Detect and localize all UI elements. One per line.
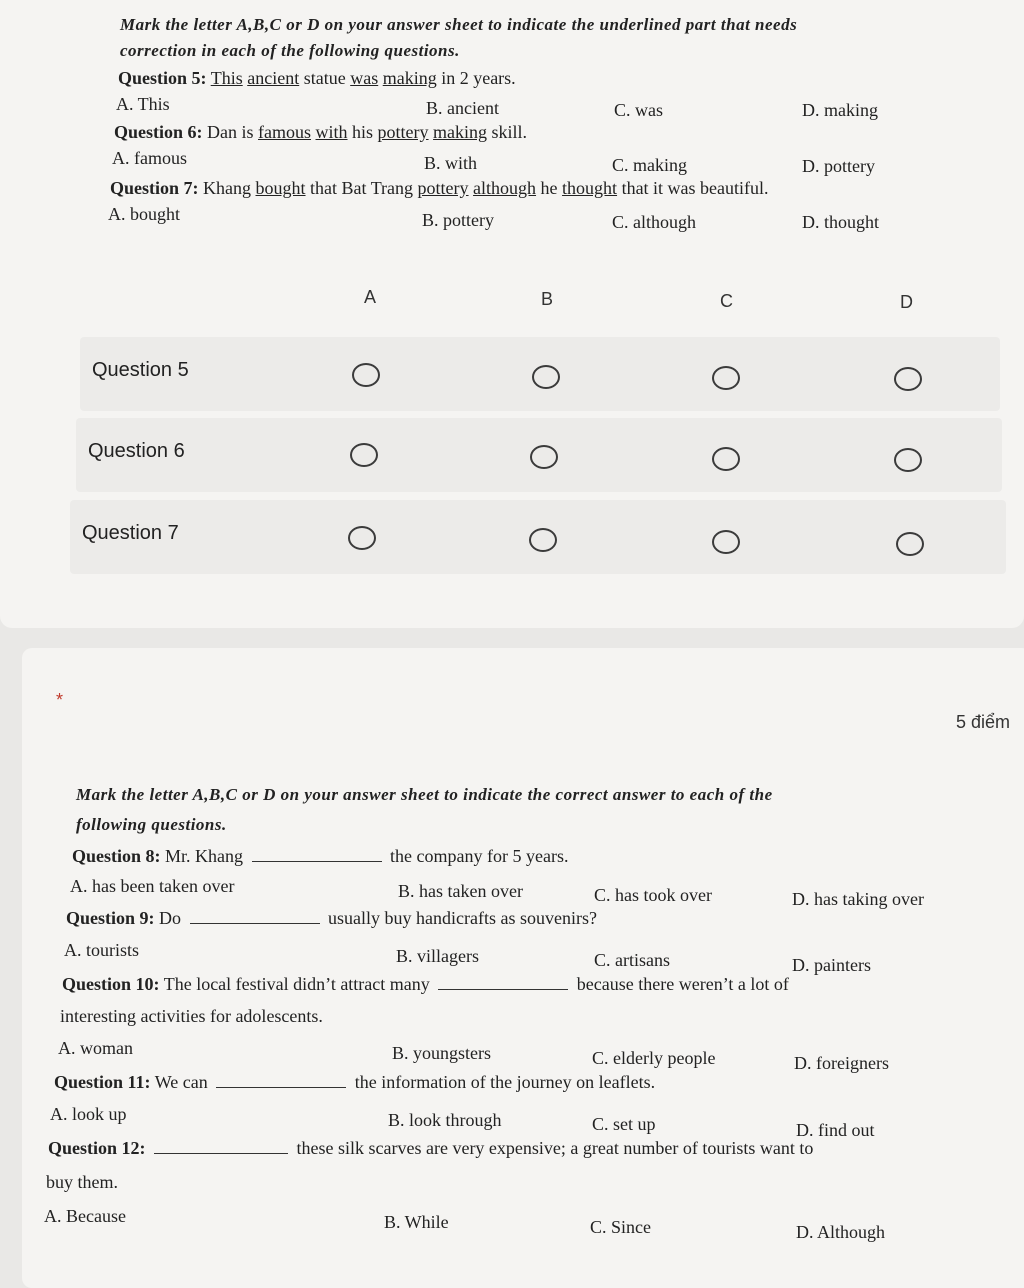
question-5-label: Question 5:	[118, 68, 207, 88]
section1-instruction-line1: Mark the letter A,B,C or D on your answer sheet to indicate the underlined part that needs	[120, 15, 798, 34]
radio-q7-b[interactable]	[529, 528, 557, 552]
grid-column-d: D	[900, 292, 913, 312]
section2-instruction-line1: Mark the letter A,B,C or D on your answer sheet to indicate the correct answer to each of the	[76, 785, 773, 804]
q8-option-d: D. has taking over	[792, 889, 924, 909]
q10-text-after: because there weren’t a lot of	[576, 974, 789, 994]
q11-option-d: D. find out	[796, 1120, 875, 1140]
q8-option-a: A. has been taken over	[70, 876, 235, 896]
q11-blank	[216, 1073, 346, 1088]
q10-text-before: The local festival didn’t attract many	[163, 974, 430, 994]
q7-word: Khang	[203, 178, 252, 198]
question-8-label: Question 8:	[72, 846, 161, 866]
q5-word-end: in 2 years.	[441, 68, 516, 88]
grid-column-c: C	[720, 291, 733, 311]
q11-option-c: C. set up	[592, 1114, 656, 1134]
q7-word-d: thought	[562, 178, 618, 198]
question-6-label: Question 6:	[114, 122, 203, 142]
section1-instruction-line2: correction in each of the following questions.	[120, 41, 460, 60]
q11-text-after: the information of the journey on leaflets.	[354, 1072, 656, 1092]
q11-option-b: B. look through	[388, 1110, 502, 1130]
grid-row-label: Question 5	[92, 359, 189, 381]
grid-row-question-6	[76, 418, 1002, 492]
q10-option-d: D. foreigners	[794, 1053, 889, 1073]
q9-option-d: D. painters	[792, 955, 871, 975]
q10-line2: interesting activities for adolescents.	[60, 1006, 323, 1026]
q10-option-b: B. youngsters	[392, 1043, 491, 1063]
grid-column-b: B	[541, 289, 554, 309]
q8-option-c: C. has took over	[594, 885, 712, 905]
q7-option-a: A. bought	[108, 204, 180, 224]
q7-word-he: he	[540, 178, 558, 198]
q6-word-end: skill.	[491, 122, 528, 142]
grid-row-label: Question 7	[82, 522, 179, 544]
radio-q6-a[interactable]	[350, 443, 378, 467]
radio-q6-d[interactable]	[894, 448, 922, 472]
q5-word-b: ancient	[247, 68, 300, 88]
q6-word-b: with	[315, 122, 348, 142]
points-label: 5 điểm	[955, 712, 1010, 732]
radio-q7-a[interactable]	[348, 526, 376, 550]
q6-option-a: A. famous	[112, 148, 187, 168]
section1-instruction	[120, 12, 797, 64]
q7-option-b: B. pottery	[422, 210, 494, 230]
q12-option-a: A. Because	[44, 1206, 126, 1226]
q9-text-after: usually buy handicrafts as souvenirs?	[328, 908, 597, 928]
radio-q6-b[interactable]	[530, 445, 558, 469]
radio-q7-d[interactable]	[896, 532, 924, 556]
q7-word-b: pottery	[417, 178, 469, 198]
q5-option-b: B. ancient	[426, 98, 499, 118]
q5-word-a: This	[210, 68, 243, 88]
required-mark: *	[56, 690, 64, 710]
q7-word-c: although	[473, 178, 537, 198]
q7-word-mid: that Bat Trang	[310, 178, 414, 198]
q10-option-a: A. woman	[58, 1038, 133, 1058]
question-11	[54, 1072, 655, 1093]
question-5	[118, 68, 516, 89]
q5-word-c: was	[350, 68, 379, 88]
question-10-label: Question 10:	[62, 974, 160, 994]
radio-q5-c[interactable]	[712, 366, 740, 390]
grid-row-question-5	[80, 337, 1000, 411]
grid-row-question-7	[70, 500, 1006, 574]
question-7-label: Question 7:	[110, 178, 199, 198]
q6-option-d: D. pottery	[802, 156, 875, 176]
q11-option-a: A. look up	[50, 1104, 127, 1124]
q6-word-d: pottery	[377, 122, 429, 142]
q9-text-before: Do	[159, 908, 182, 928]
radio-q6-c[interactable]	[712, 447, 740, 471]
q8-text-before: Mr. Khang	[165, 846, 244, 866]
radio-q5-d[interactable]	[894, 367, 922, 391]
radio-q5-a[interactable]	[352, 363, 380, 387]
question-12	[48, 1138, 813, 1159]
question-6	[114, 122, 527, 143]
q9-blank	[190, 909, 320, 924]
question-8	[72, 846, 568, 867]
question-12-label: Question 12:	[48, 1138, 146, 1158]
q5-option-c: C. was	[614, 100, 663, 120]
q5-option-d: D. making	[802, 100, 878, 120]
grid-column-a: A	[364, 287, 377, 307]
q10-option-c: C. elderly people	[592, 1048, 716, 1068]
question-9	[66, 908, 597, 929]
q9-option-a: A. tourists	[64, 940, 140, 960]
q5-word-d: making	[382, 68, 437, 88]
question-7	[110, 178, 769, 199]
q8-blank	[252, 847, 382, 862]
q8-option-b: B. has taken over	[398, 881, 523, 901]
section2-instruction	[76, 780, 773, 840]
q12-option-b: B. While	[384, 1212, 449, 1232]
q7-option-d: D. thought	[802, 212, 880, 232]
radio-q7-c[interactable]	[712, 530, 740, 554]
q7-word-a: bought	[255, 178, 306, 198]
q6-option-c: C. making	[612, 155, 687, 175]
q7-word-end: that it was beautiful.	[621, 178, 769, 198]
q5-option-a: A. This	[116, 94, 170, 114]
q5-word: statue	[303, 68, 346, 88]
q6-word-c: making	[433, 122, 488, 142]
q12-line2: buy them.	[46, 1172, 118, 1192]
question-11-label: Question 11:	[54, 1072, 151, 1092]
question-10	[62, 974, 789, 995]
q6-option-b: B. with	[424, 153, 478, 173]
q9-option-c: C. artisans	[594, 950, 670, 970]
q12-blank	[154, 1139, 288, 1154]
q12-option-d: D. Although	[796, 1222, 886, 1242]
q12-text-after: these silk scarves are very expensive; a great number of tourists want to	[296, 1138, 814, 1158]
question-9-label: Question 9:	[66, 908, 155, 928]
q9-option-b: B. villagers	[396, 946, 479, 966]
grid-row-label: Question 6	[88, 440, 185, 462]
answer-grid-card	[0, 0, 1024, 628]
q12-option-c: C. Since	[590, 1217, 651, 1237]
q7-option-c: C. although	[612, 212, 696, 232]
radio-q5-b[interactable]	[532, 365, 560, 389]
q11-text-before: We can	[154, 1072, 208, 1092]
question-card	[22, 648, 1024, 1288]
section2-instruction-line2: following questions.	[76, 815, 227, 834]
q6-word-a: famous	[258, 122, 312, 142]
q10-blank	[438, 975, 568, 990]
q8-text-after: the company for 5 years.	[390, 846, 569, 866]
q6-word: Dan is	[207, 122, 254, 142]
q6-word-his: his	[352, 122, 374, 142]
